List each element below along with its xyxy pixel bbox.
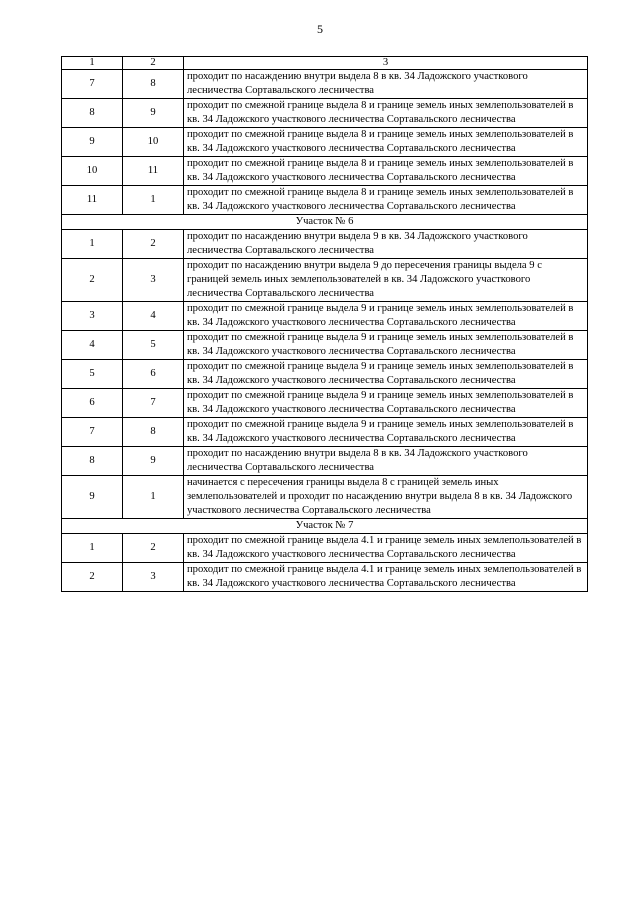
point-from: 7 xyxy=(62,70,123,99)
point-from: 1 xyxy=(62,534,123,563)
table-row xyxy=(62,230,588,259)
table-row xyxy=(62,418,588,447)
point-from: 7 xyxy=(62,418,123,447)
table-row xyxy=(62,389,588,418)
header-col-3: 3 xyxy=(184,57,588,70)
boundary-description: проходит по насаждению внутри выдела 8 в кв. 34 Ладожского участкового лесничества Сортавальского лесничества xyxy=(184,70,588,99)
boundary-description: проходит по насаждению внутри выдела 8 в кв. 34 Ладожского участкового лесничества Сортавальского лесничества xyxy=(184,447,588,476)
point-to: 3 xyxy=(123,259,184,302)
table-row xyxy=(62,99,588,128)
point-from: 9 xyxy=(62,128,123,157)
point-to: 6 xyxy=(123,360,184,389)
point-to: 3 xyxy=(123,563,184,592)
point-to: 9 xyxy=(123,447,184,476)
table-row xyxy=(62,534,588,563)
boundary-description: проходит по смежной границе выдела 9 и границе земель иных землепользователей в кв. 34 Ладожского участкового лесничества Сортавальского лесничества xyxy=(184,331,588,360)
table-row xyxy=(62,186,588,215)
point-to: 7 xyxy=(123,389,184,418)
table-row xyxy=(62,128,588,157)
boundary-description: проходит по насаждению внутри выдела 9 в кв. 34 Ладожского участкового лесничества Сортавальского лесничества xyxy=(184,230,588,259)
table-row xyxy=(62,302,588,331)
point-to: 1 xyxy=(123,186,184,215)
point-from: 2 xyxy=(62,563,123,592)
table-row xyxy=(62,331,588,360)
point-from: 2 xyxy=(62,259,123,302)
point-to: 10 xyxy=(123,128,184,157)
point-to: 8 xyxy=(123,70,184,99)
point-from: 10 xyxy=(62,157,123,186)
boundary-description: проходит по смежной границе выдела 9 и границе земель иных землепользователей в кв. 34 Ладожского участкового лесничества Сортавальского лесничества xyxy=(184,302,588,331)
header-col-1: 1 xyxy=(62,57,123,70)
boundary-description: проходит по насаждению внутри выдела 9 до пересечения границы выдела 9 с границей земель иных землепользователей в кв. 34 Ладожского участкового лесничества Сортавальского лесничества xyxy=(184,259,588,302)
boundary-description: проходит по смежной границе выдела 9 и границе земель иных землепользователей в кв. 34 Ладожского участкового лесничества Сортавальского лесничества xyxy=(184,389,588,418)
table-row xyxy=(62,360,588,389)
point-from: 8 xyxy=(62,447,123,476)
boundary-description: проходит по смежной границе выдела 9 и границе земель иных землепользователей в кв. 34 Ладожского участкового лесничества Сортавальского лесничества xyxy=(184,360,588,389)
table-row xyxy=(62,447,588,476)
table-row xyxy=(62,563,588,592)
point-from: 5 xyxy=(62,360,123,389)
table-body xyxy=(62,57,588,592)
boundary-description: проходит по смежной границе выдела 8 и границе земель иных землепользователей в кв. 34 Ладожского участкового лесничества Сортавальского лесничества xyxy=(184,157,588,186)
table-row xyxy=(62,157,588,186)
section-header-row xyxy=(62,215,588,230)
boundary-description: проходит по смежной границе выдела 8 и границе земель иных землепользователей в кв. 34 Ладожского участкового лесничества Сортавальского лесничества xyxy=(184,128,588,157)
page-number: 5 xyxy=(317,22,323,36)
point-to: 8 xyxy=(123,418,184,447)
boundary-description: начинается с пересечения границы выдела 8 с границей земель иных землепользователей и проходит по насаждению внутри выдела 8 в кв. 34 Ладожского участкового лесничества Сортавальского лесничества xyxy=(184,476,588,519)
point-from: 3 xyxy=(62,302,123,331)
point-to: 4 xyxy=(123,302,184,331)
boundary-description: проходит по смежной границе выдела 4.1 и границе земель иных землепользователей в кв. 34 Ладожского участкового лесничества Сортавальского лесничества xyxy=(184,534,588,563)
boundary-description: проходит по смежной границе выдела 4.1 и границе земель иных землепользователей в кв. 34 Ладожского участкового лесничества Сортавальского лесничества xyxy=(184,563,588,592)
boundary-description: проходит по смежной границе выдела 8 и границе земель иных землепользователей в кв. 34 Ладожского участкового лесничества Сортавальского лесничества xyxy=(184,99,588,128)
point-to: 9 xyxy=(123,99,184,128)
section-title: Участок № 7 xyxy=(62,519,588,534)
point-from: 9 xyxy=(62,476,123,519)
section-title: Участок № 6 xyxy=(62,215,588,230)
point-from: 8 xyxy=(62,99,123,128)
point-to: 1 xyxy=(123,476,184,519)
section-header-row xyxy=(62,519,588,534)
point-to: 11 xyxy=(123,157,184,186)
point-from: 6 xyxy=(62,389,123,418)
point-from: 1 xyxy=(62,230,123,259)
header-col-2: 2 xyxy=(123,57,184,70)
table-row xyxy=(62,476,588,519)
point-to: 5 xyxy=(123,331,184,360)
table-row xyxy=(62,259,588,302)
point-from: 11 xyxy=(62,186,123,215)
boundary-description: проходит по смежной границе выдела 9 и границе земель иных землепользователей в кв. 34 Ладожского участкового лесничества Сортавальского лесничества xyxy=(184,418,588,447)
point-to: 2 xyxy=(123,534,184,563)
point-to: 2 xyxy=(123,230,184,259)
boundary-description: проходит по смежной границе выдела 8 и границе земель иных землепользователей в кв. 34 Ладожского участкового лесничества Сортавальского лесничества xyxy=(184,186,588,215)
point-from: 4 xyxy=(62,331,123,360)
boundary-description-table xyxy=(61,56,588,592)
table-row xyxy=(62,70,588,99)
table-header-row xyxy=(62,57,588,70)
